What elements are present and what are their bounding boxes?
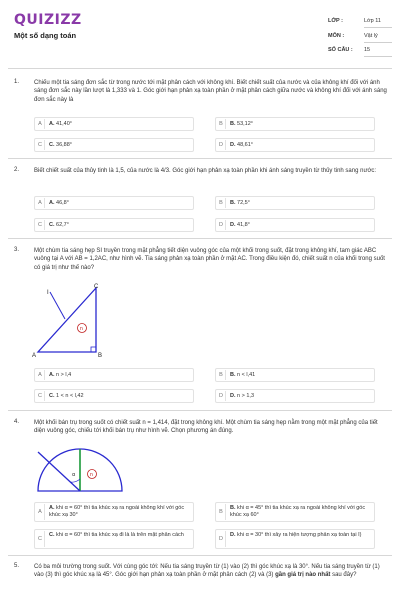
option-c[interactable]	[34, 529, 194, 549]
label-n: n	[80, 326, 83, 332]
quizizz-logo: QUIZIZZ	[14, 12, 82, 28]
header	[0, 0, 400, 66]
right-angle-mark	[91, 347, 96, 352]
option-a[interactable]	[34, 117, 194, 131]
option-text: A. n > l,4	[49, 372, 72, 378]
option-text: D. khi α = 30° thì xảy ra hiện tượng phản xạ toàn tại I)	[230, 532, 362, 538]
triangle	[38, 288, 96, 352]
option-b[interactable]	[215, 502, 375, 522]
option-letter: D	[217, 140, 226, 150]
option-letter: B	[217, 119, 226, 129]
option-d[interactable]	[215, 138, 375, 152]
label-a: A	[32, 353, 37, 359]
option-text: B. n < l,41	[230, 372, 256, 378]
option-text: C. 1 < n < l,42	[49, 393, 84, 399]
meta-class-key: LỚP :	[328, 18, 343, 24]
option-text: C. 62,7°	[49, 222, 69, 228]
question-number: 3.	[14, 247, 20, 253]
option-text: D. 41,8°	[230, 222, 250, 228]
option-letter: D	[217, 391, 226, 401]
divider	[8, 158, 392, 159]
option-text: D. 48,61°	[230, 142, 253, 148]
option-text: B. khi α = 45° thì tia khúc xạ ra ngoài không khí với góc khúc xạ 60°	[230, 505, 366, 518]
meta-count-value: 15	[364, 47, 371, 53]
emphasis-text: gần giá trị nào nhất	[275, 572, 331, 579]
meta-class-value: Lớp 11	[364, 18, 381, 24]
option-b[interactable]	[215, 117, 375, 131]
option-letter: C	[36, 220, 45, 230]
meta-underline	[364, 56, 392, 57]
label-b: B	[98, 353, 103, 359]
option-letter: C	[36, 140, 45, 150]
option-letter: B	[217, 370, 226, 380]
option-a[interactable]	[34, 196, 194, 210]
divider	[8, 238, 392, 239]
question-number: 4.	[14, 419, 20, 425]
option-text: C. khi α = 60° thì tia khúc xạ đi là là trên mặt phân cách	[49, 532, 184, 538]
option-text: B. 53,12°	[230, 121, 253, 127]
option-d[interactable]	[215, 529, 375, 549]
option-letter: C	[36, 391, 45, 401]
option-text: D. n > 1,3	[230, 393, 255, 399]
incident-ray	[50, 292, 65, 319]
option-d[interactable]	[215, 389, 375, 403]
question-text: Biết chiết suất của thủy tinh là 1,5, của nước là 4/3. Góc giới hạn phản xạ toàn phần khi ánh sáng truyền từ thủy tinh sang nước:	[34, 168, 377, 174]
option-text: A. 46,8°	[49, 200, 69, 206]
option-letter: C	[36, 531, 45, 547]
option-a[interactable]	[34, 368, 194, 382]
label-c: C	[94, 284, 99, 290]
option-text: B. 72,5°	[230, 200, 250, 206]
meta-subject-value: Vật lý	[364, 33, 378, 39]
question-text: Có ba môi trường trong suốt. Với cùng góc tới: Nếu tia sáng truyền từ (1) vào (2) thì góc khúc xạ là 30°. Nếu tia sáng truyền từ (1) vào (3) thì góc khúc xạ là 45°. Góc giới hạn phản xạ toàn phần ở mặt phân cách (2) và (3) gần giá trị nào nhất sau đây?	[34, 564, 380, 579]
option-d[interactable]	[215, 218, 375, 232]
option-letter: A	[36, 198, 45, 208]
option-b[interactable]	[215, 368, 375, 382]
page-title: Một số dạng toán	[14, 31, 77, 40]
meta-underline	[364, 27, 392, 28]
option-c[interactable]	[34, 218, 194, 232]
option-text: C. 36,88°	[49, 142, 72, 148]
label-i: I	[47, 290, 49, 296]
divider	[8, 410, 392, 411]
option-text: A. 41,40°	[49, 121, 72, 127]
option-letter: D	[217, 531, 226, 547]
option-c[interactable]	[34, 138, 194, 152]
label-n: n	[90, 472, 93, 478]
option-letter: A	[36, 370, 45, 380]
option-letter: B	[217, 198, 226, 208]
triangle-figure	[30, 282, 110, 362]
question-text: Một khối bán trụ trong suốt có chiết suất n = 1,414, đặt trong không khí. Một chùm tia sáng hẹp nằm trong một mặt phẳng của tiết diện vuông góc, chiếu tới khối bán trụ như hình vẽ. Chọn phương án đúng.	[34, 420, 378, 435]
option-letter: A	[36, 119, 45, 129]
option-text: A. khi α = 60° thì tia khúc xạ ra ngoài không khí với góc khúc xạ 30°	[49, 505, 185, 518]
question-number: 2.	[14, 167, 20, 173]
meta-count-key: SỐ CÂU :	[328, 47, 353, 53]
option-letter: A	[36, 504, 45, 520]
label-alpha: α	[72, 472, 76, 478]
divider	[8, 555, 392, 556]
option-a[interactable]	[34, 502, 194, 522]
question-text: Chiếu một tia sáng đơn sắc từ trong nước tới mặt phân cách với không khí. Biết chiết suất của nước và của không khí đối với ánh sáng đơn sắc này lần lượt là 1,333 và 1. Góc giới hạn phản xạ toàn phần ở mặt phân cách giữa nước và không khí đối với ánh sáng đơn sắc này là	[34, 80, 387, 103]
angle-arc	[70, 479, 80, 482]
option-b[interactable]	[215, 196, 375, 210]
divider	[8, 68, 392, 69]
semicylinder-figure	[32, 446, 142, 496]
option-letter: B	[217, 504, 226, 520]
question-number: 1.	[14, 79, 20, 85]
question-text: Một chùm tia sáng hẹp SI truyền trong mặt phẳng tiết diện vuông góc của một khối trong suốt, đặt trong không khí, tam giác ABC vuông tại A với AB = 1,2AC, như hình vẽ. Tia sáng phản xạ toàn phần ở mặt AC. Trong điều kiện đó, chiết suất n của khối trong suốt có giá trị như thế nào?	[34, 248, 385, 271]
option-c[interactable]	[34, 389, 194, 403]
meta-subject-key: MÔN :	[328, 33, 345, 39]
question-number: 5.	[14, 563, 20, 569]
option-letter: D	[217, 220, 226, 230]
meta-underline	[364, 42, 392, 43]
